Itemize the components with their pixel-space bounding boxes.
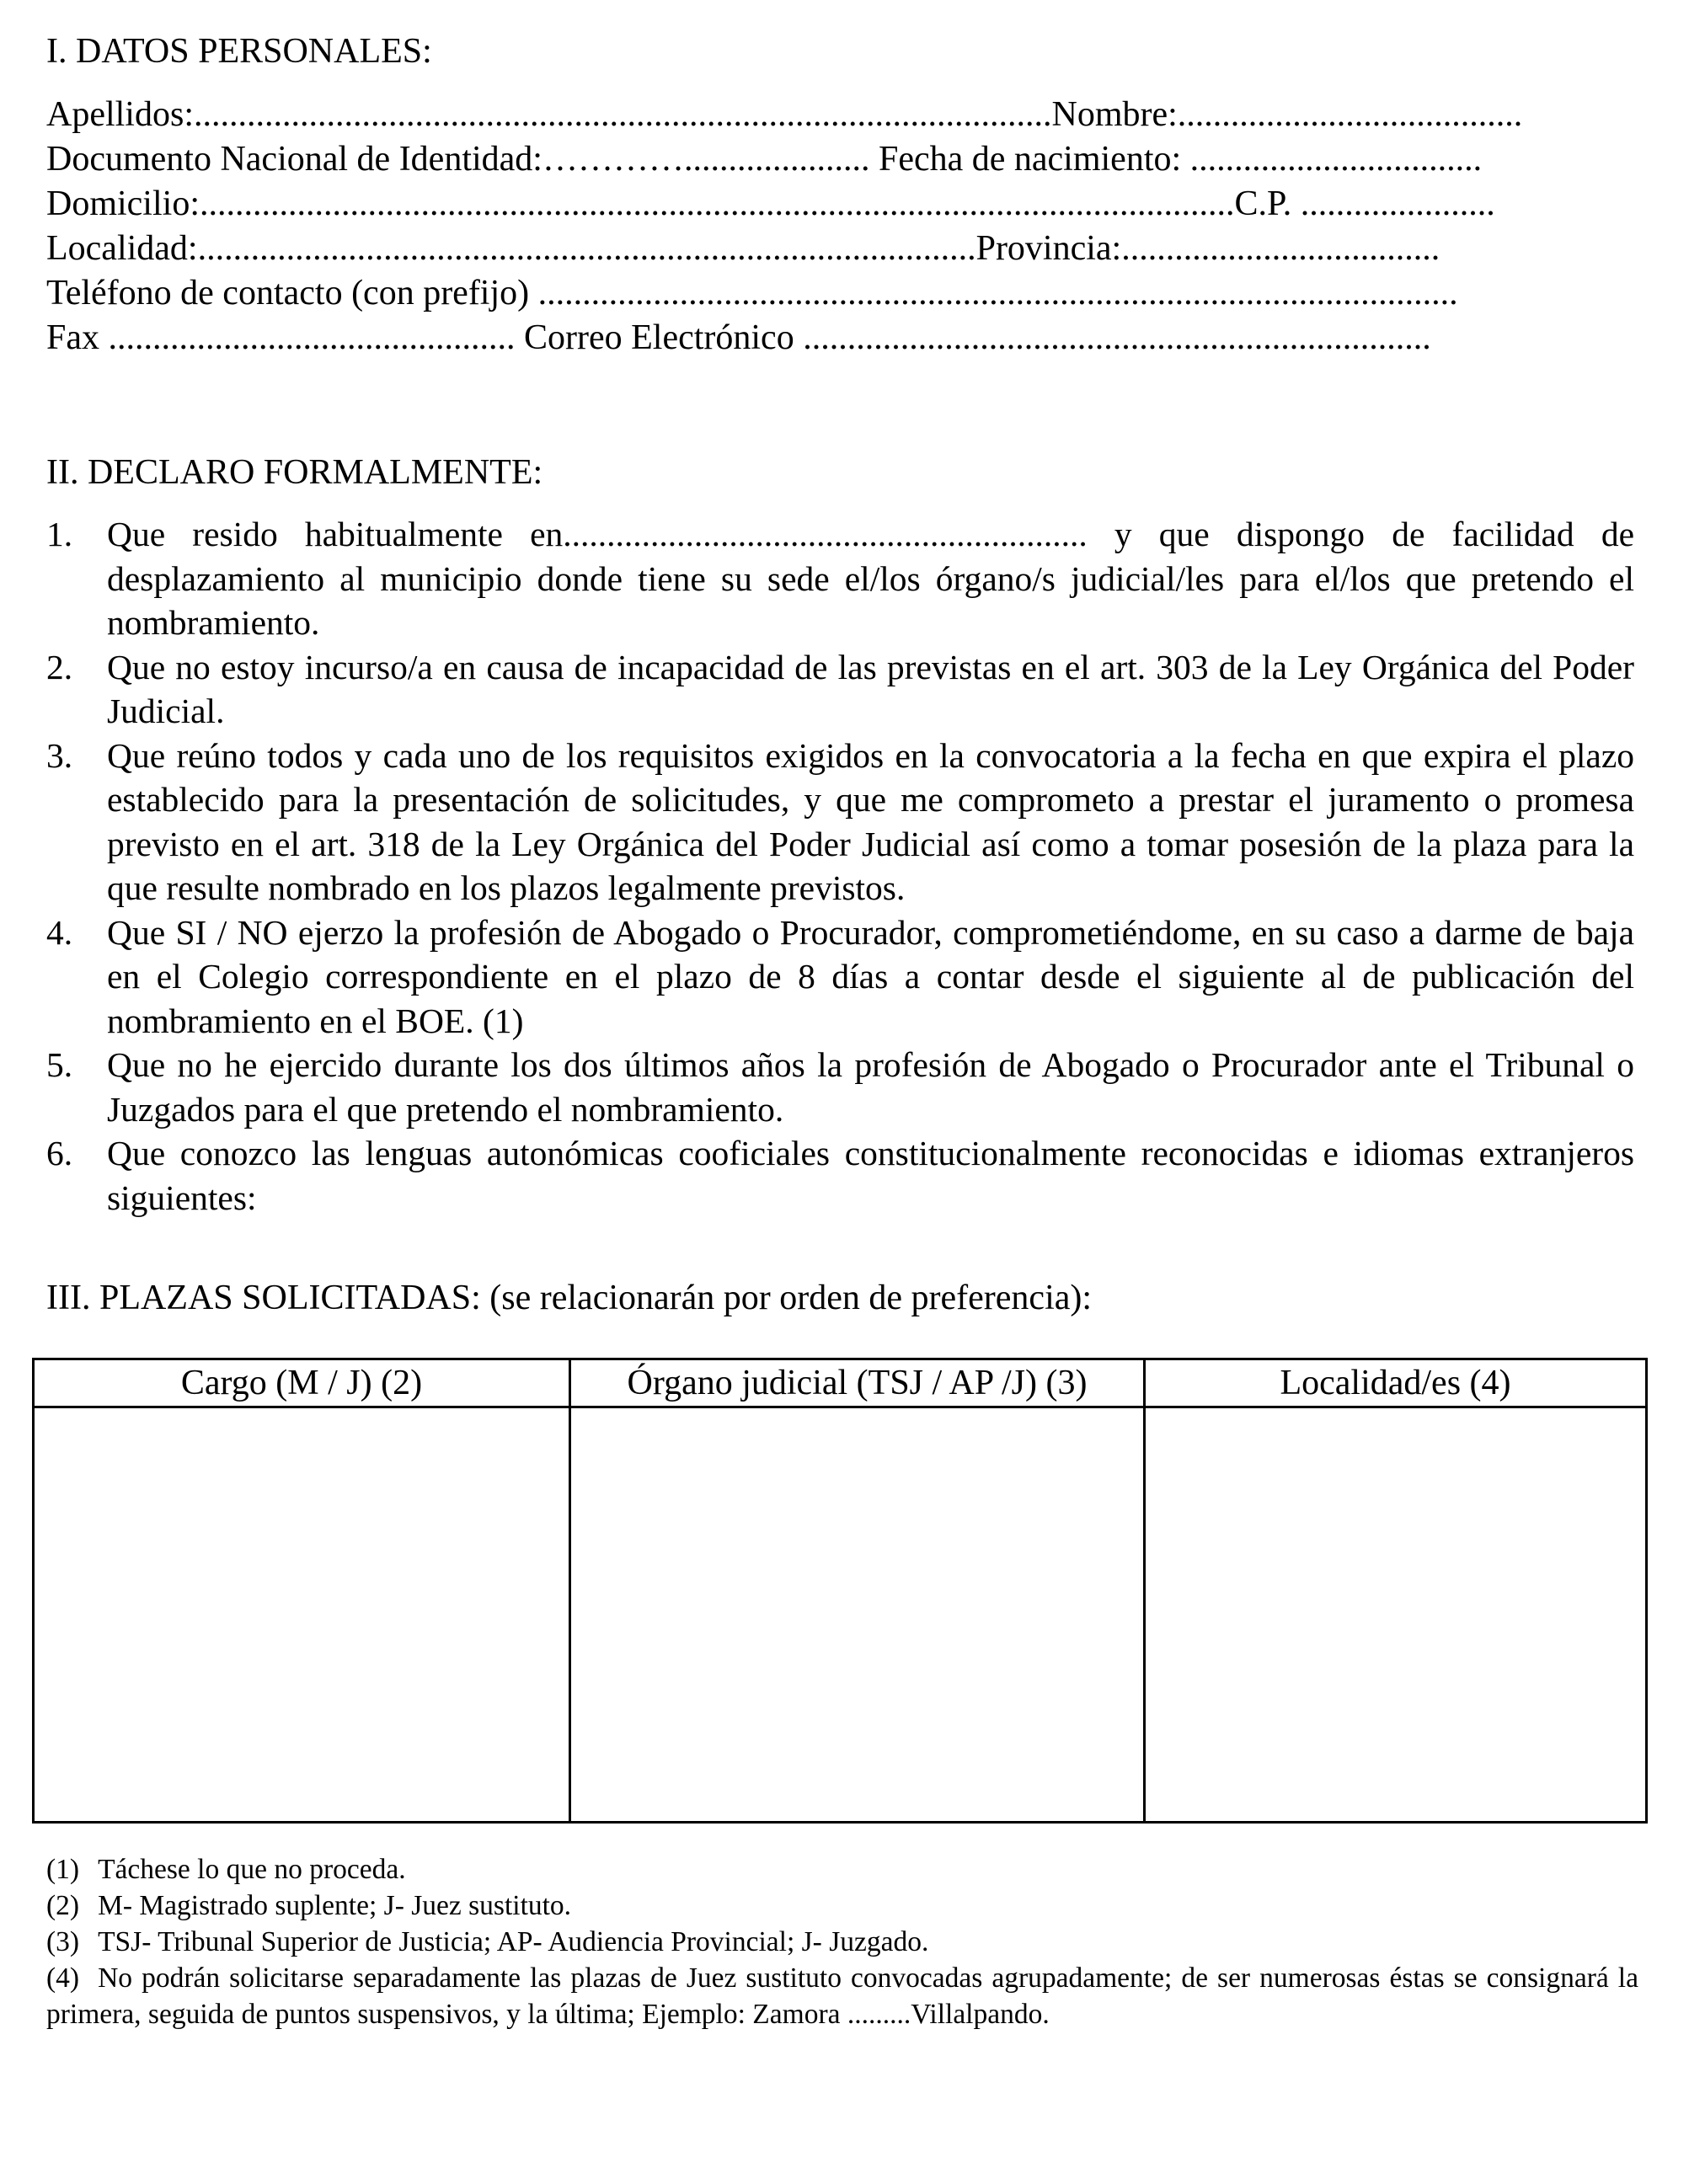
footnote-text: M- Magistrado suplente; J- Juez sustituto. [98,1890,572,1921]
declaration-text: Que SI / NO ejerzo la profesión de Abogado o Procurador, comprometiéndome, en su caso a darme de baja en el Colegio correspondiente en el plazo de 8 días a contar desde el siguiente al de publicación del nombramiento en el BOE. (1) [107,912,1634,1040]
footnote-number: (3) [46,1926,80,1957]
declaration-number: 5. [46,1045,73,1084]
column-header-organo-judicial: Órgano judicial (TSJ / AP /J) (3) [570,1359,1145,1407]
declaration-number: 3. [46,735,73,775]
column-header-cargo: Cargo (M / J) (2) [34,1359,570,1407]
declarations-list [46,512,1634,1220]
footnote-number: (1) [46,1854,80,1885]
field-dni-fecha-nacimiento[interactable]: Documento Nacional de Identidad:…………..................... Fecha de nacimiento: ................................. [46,140,1483,179]
footnote-item [46,1888,1638,1924]
declaration-text: Que resido habitualmente en............................................................ y que dispongo de facilidad de desplazamiento al municipio donde tiene su sede el/los órgano/s judicial/les para el/los que pretendo el nombramiento. [107,515,1634,642]
declaration-number: 1. [46,515,73,553]
footnote-text: No podrán solicitarse separadamente las plazas de Juez sustituto convocadas agrupadamente; de ser numerosas éstas se consignará la primera, seguida de puntos suspensivos, y la última; Ejemplo: Zamora .........Villalpando. [46,1962,1638,2030]
section-2-title: II. DECLARO FORMALMENTE: [46,453,543,492]
footnote-text: TSJ- Tribunal Superior de Justicia; AP- Audiencia Provincial; J- Juzgado. [98,1926,929,1957]
declaration-number: 6. [46,1134,73,1172]
footnote-item [46,1960,1638,2032]
declaration-item [46,512,1634,645]
declaration-text: Que no estoy incurso/a en causa de incapacidad de las previstas en el art. 303 de la Ley Orgánica del Poder Judicial. [107,647,1634,730]
cell-localidades[interactable] [1145,1407,1647,1823]
field-telefono[interactable]: Teléfono de contacto (con prefijo) ........................................................................................................ [46,274,1458,312]
field-localidad-provincia[interactable]: Localidad:........................................................................................Provincia:.................................... [46,229,1440,268]
declaration-text: Que no he ejercido durante los dos últimos años la profesión de Abogado o Procurador ante el Tribunal o Juzgados para el que pretendo el nombramiento. [107,1045,1634,1129]
declaration-number: 4. [46,912,73,952]
field-fax-correo[interactable]: Fax .............................................. Correo Electrónico ....................................................................... [46,318,1431,357]
declaration-item [46,910,1634,1044]
declaration-number: 2. [46,647,73,686]
field-domicilio-cp[interactable]: Domicilio:.....................................................................................................................C.P. ...................... [46,184,1495,223]
section-3-title: III. PLAZAS SOLICITADAS: (se relacionarán por orden de preferencia): [46,1279,1093,1317]
declaration-item [46,734,1634,910]
footnote-number: (4) [46,1962,80,1994]
declaration-item [46,1131,1634,1220]
plazas-table-container [32,1358,1645,1824]
column-header-localidades: Localidad/es (4) [1145,1359,1647,1407]
footnote-number: (2) [46,1890,80,1921]
table-row [34,1407,1647,1823]
declaration-item [46,1043,1634,1131]
cell-organo-judicial[interactable] [570,1407,1145,1823]
plazas-table [32,1358,1648,1824]
footnote-item [46,1851,1638,1888]
cell-cargo[interactable] [34,1407,570,1823]
table-header-row [34,1359,1647,1407]
declaration-text: Que reúno todos y cada uno de los requisitos exigidos en la convocatoria a la fecha en que expira el plazo establecido para la presentación de solicitudes, y que me comprometo a prestar el juramento o promesa previsto en el art. 318 de la Ley Orgánica del Poder Judicial así como a tomar posesión de la plaza para la que resulte nombrado en los plazos legalmente previstos. [107,735,1634,907]
declaration-text: Que conozco las lenguas autonómicas cooficiales constitucionalmente reconocidas e idiomas extranjeros siguientes: [107,1134,1634,1217]
footnote-item [46,1924,1638,1960]
section-1-title: I. DATOS PERSONALES: [46,32,432,71]
footnotes-list [46,1851,1638,2032]
footnote-text: Táchese lo que no proceda. [98,1854,406,1885]
field-apellidos-nombre[interactable]: Apellidos:.................................................................................................Nombre:....................................... [46,95,1523,134]
declaration-item [46,645,1634,734]
